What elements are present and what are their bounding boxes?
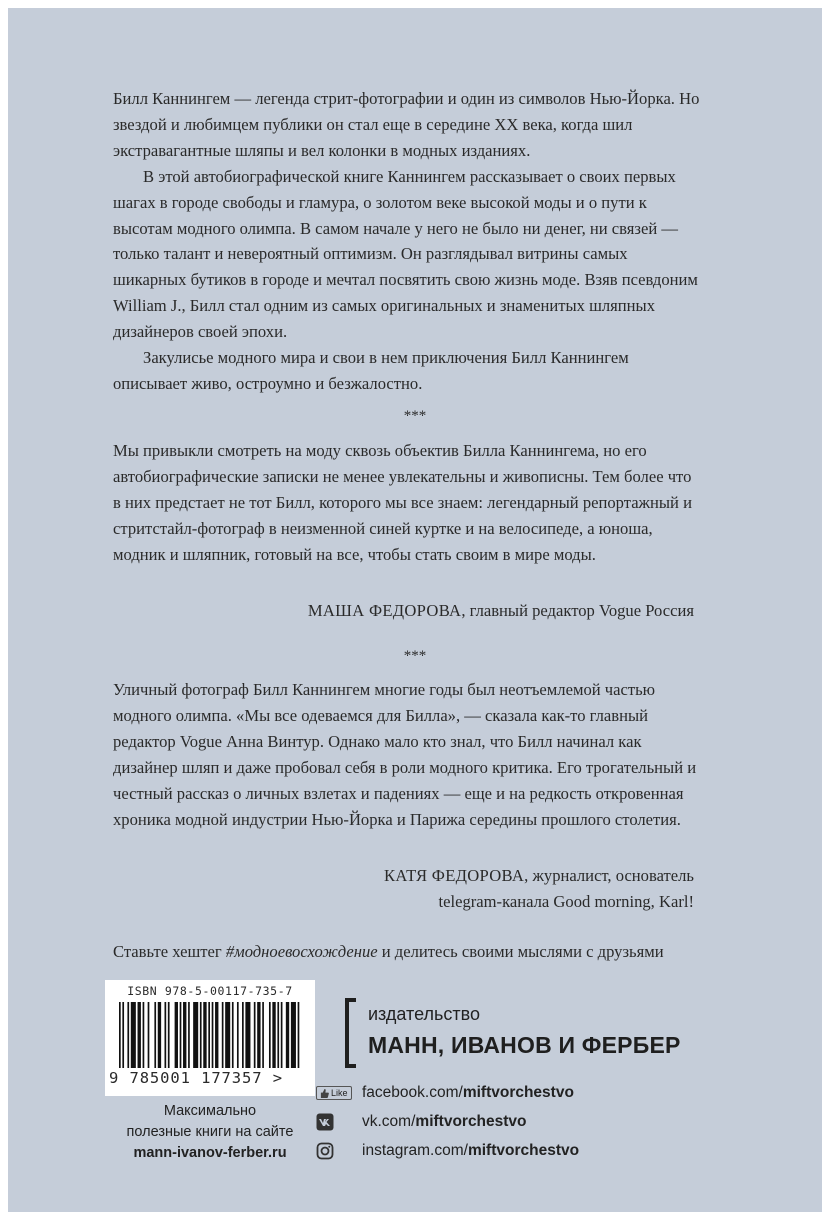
publisher-name: МАНН, ИВАНОВ И ФЕРБЕР (368, 1032, 681, 1058)
isbn-barcode (105, 980, 315, 1096)
barcode-bar (143, 1002, 145, 1068)
quote-author: МАША ФЕДОРОВА (307, 601, 462, 620)
website-note-line: Максимально (163, 1103, 257, 1119)
quote-text: Уличный фотограф Билл Каннингем многие годы был неотъемлемой частью модного олимпа. «Мы все одеваемся для Билла», — сказала как-то главный редактор Vogue Анна Винтур. Однако мало кто знал, что Билл начинал как дизайнер шляп и даже пробовал себя в роли модного критика. Его трогательный и честный рассказ о личных взлетах и падениях — еще и на редкость откровенная хроника модной индустрии Нью-Йорка и Парижа середины прошлого столетия. (113, 680, 697, 829)
barcode-bar (222, 1002, 224, 1068)
social-url-prefix: facebook.com/ (362, 1084, 463, 1101)
quote-signature (384, 863, 694, 915)
website-note-line: полезные книги на сайте (126, 1124, 294, 1140)
barcode-bars (119, 1002, 301, 1068)
barcode-bar (212, 1002, 214, 1068)
barcode-bar (208, 1002, 210, 1068)
instagram-icon (316, 1142, 334, 1160)
barcode-bar (154, 1002, 156, 1068)
website-url[interactable]: mann-ivanov-ferber.ru (133, 1145, 287, 1161)
barcode-bar (127, 1002, 129, 1068)
social-link-instagram[interactable] (316, 1140, 579, 1162)
barcode-bar (193, 1002, 198, 1068)
barcode-bar (148, 1002, 150, 1068)
hashtag-callout (113, 942, 664, 962)
barcode-bar (277, 1002, 279, 1068)
social-handle: miftvorchestvo (467, 1142, 580, 1159)
section-separator: *** (403, 648, 427, 664)
bracket-logo-icon (344, 998, 358, 1068)
barcode-bar (122, 1002, 124, 1068)
social-url-prefix: vk.com/ (362, 1113, 416, 1130)
like-badge-label: Like (331, 1088, 348, 1098)
barcode-bar (225, 1002, 230, 1068)
barcode-bar (203, 1002, 206, 1068)
blurb-paragraph: В этой автобиографической книге Каннингем рассказывает о своих первых шагах в городе свободы и гламура, о золотом веке высокой моды и о пути к высотам модного олимпа. В самом начале у него не было ни денег, ни связей — только талант и невероятный оптимизм. Он разглядывал витрины самых шикарных бутиков в городе и мечтал посвятить свою жизнь моде. Взяв псевдоним William J., Билл стал одним из самых оригинальных и знаменитых шляпных дизайнеров своей эпохи. (113, 166, 698, 342)
vk-icon (316, 1113, 334, 1131)
facebook-like-icon (316, 1086, 352, 1100)
quote-author: КАТЯ ФЕДОРОВА (383, 866, 525, 885)
website-note (105, 1101, 315, 1164)
publisher-label: издательство (368, 1004, 480, 1024)
barcode-bar (165, 1002, 167, 1068)
barcode-bar (272, 1002, 275, 1068)
barcode-bar (269, 1002, 271, 1068)
quote-text: Мы привыкли смотреть на моду сквозь объектив Билла Каннингема, но его автобиографические записки не менее увлекательны и живописны. Тем более что в них предстает не тот Билл, которого мы все знаем: легендарный репортажный и стритстайл-фотограф в неизменной синей куртке и на велосипеде, а юноша, модник и шляпник, готовый на все, чтобы стать своим в мире моды. (113, 441, 692, 564)
barcode-bar (232, 1002, 234, 1068)
blurb-paragraph: Закулисье модного мира и свои в нем приключения Билл Каннингем описывает живо, остроумно и безжалостно. (113, 348, 629, 393)
barcode-bar (237, 1002, 239, 1068)
social-link-vk[interactable] (316, 1111, 527, 1133)
book-blurb (113, 86, 703, 397)
review-quote (113, 438, 703, 568)
barcode-bar (291, 1002, 296, 1068)
social-link-facebook[interactable] (316, 1082, 574, 1104)
barcode-bar (298, 1002, 300, 1068)
barcode-bar (254, 1002, 256, 1068)
barcode-bar (200, 1002, 202, 1068)
barcode-bar (138, 1002, 141, 1068)
quote-signature (308, 598, 694, 624)
social-handle: miftvorchestvo (415, 1113, 527, 1130)
section-separator: *** (403, 408, 427, 424)
barcode-bar (158, 1002, 161, 1068)
barcode-bar (131, 1002, 136, 1068)
social-handle: miftvorchestvo (462, 1084, 574, 1101)
barcode-bar (281, 1002, 283, 1068)
social-url-prefix: instagram.com/ (362, 1142, 468, 1159)
barcode-bar (215, 1002, 218, 1068)
barcode-bar (257, 1002, 260, 1068)
barcode-bar (242, 1002, 244, 1068)
barcode-bar (168, 1002, 170, 1068)
barcode-bar (175, 1002, 178, 1068)
barcode-bar (188, 1002, 190, 1068)
blurb-paragraph: Билл Каннингем — легенда стрит-фотографии и один из символов Нью-Йорка. Но звездой и любимцем публики он стал еще в середине XX века, когда шил экстравагантные шляпы и вел колонки в модных изданиях. (113, 89, 700, 160)
quote-author-role: telegram-канала Good morning, Karl! (438, 891, 694, 911)
quote-author-role: , журналист, основатель (524, 866, 694, 885)
hashtag: #модноевосхождение (225, 942, 378, 961)
hashtag-text: Ставьте хештег (113, 942, 226, 961)
quote-author-role: , главный редактор Vogue Россия (461, 601, 694, 620)
barcode-bar (245, 1002, 250, 1068)
back-cover (8, 8, 822, 1212)
barcode-bar (286, 1002, 289, 1068)
hashtag-text: и делитесь своими мыслями с друзьями (377, 942, 664, 961)
barcode-digits: 9 785001 177357 > (109, 1069, 283, 1087)
barcode-bar (119, 1002, 121, 1068)
barcode-bar (262, 1002, 264, 1068)
review-quote (113, 677, 703, 832)
isbn-number: ISBN 978-5-00117-735-7 (127, 984, 293, 998)
barcode-bar (183, 1002, 186, 1068)
barcode-bar (180, 1002, 182, 1068)
